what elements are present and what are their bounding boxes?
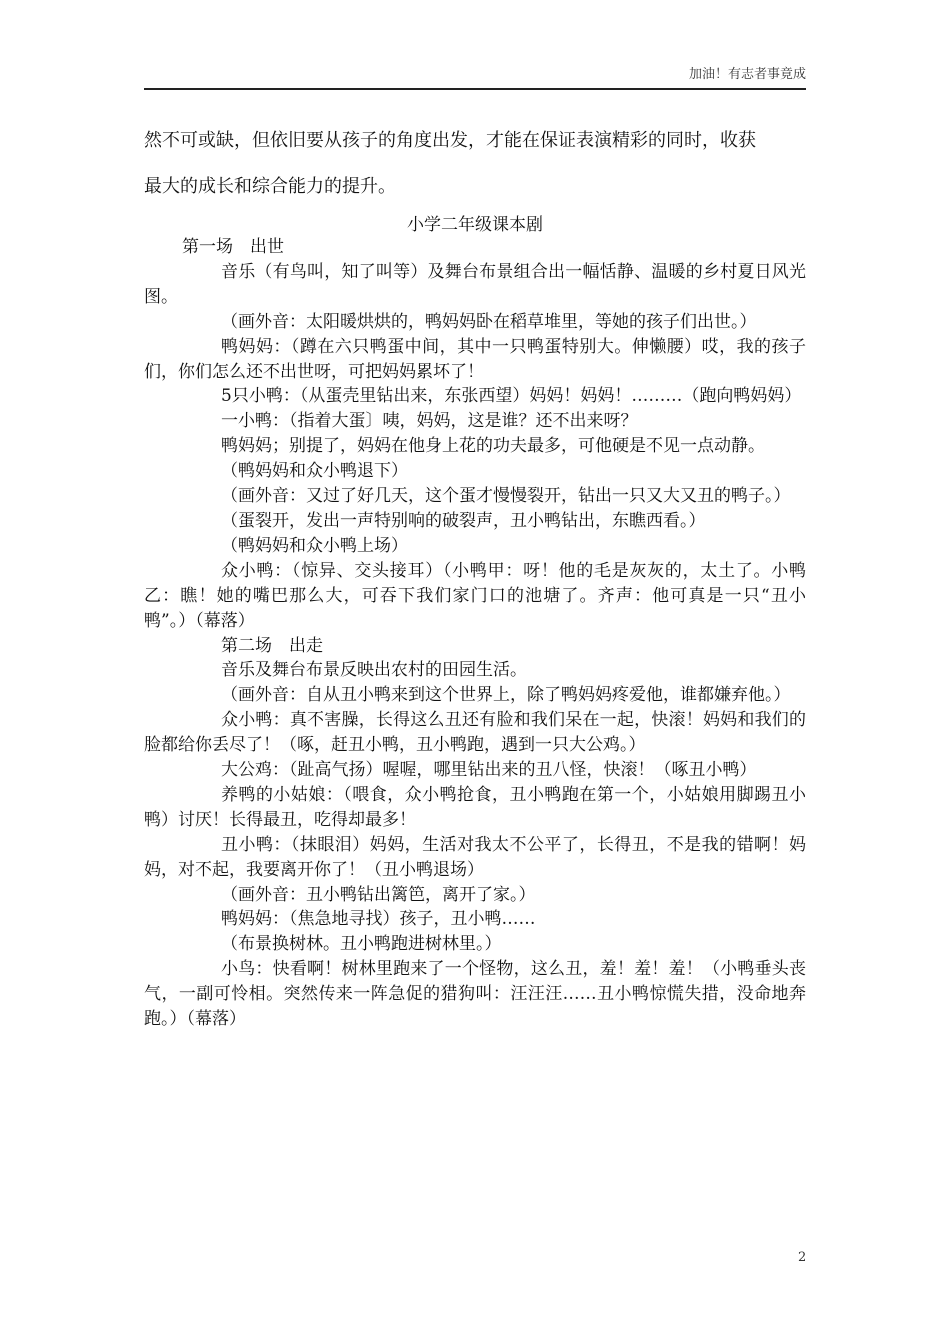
script-body bbox=[144, 235, 806, 1032]
page-header bbox=[144, 66, 806, 90]
play-title: 小学二年级课本剧 bbox=[407, 215, 543, 235]
scene-heading: 第二场 出走 bbox=[221, 635, 323, 656]
page-number: 2 bbox=[798, 1250, 807, 1265]
script-paragraph: （画外音：又过了好几天，这个蛋才慢慢裂开，钻出一只又大又丑的鸭子。） bbox=[221, 486, 791, 507]
script-paragraph: 众小鸭：真不害臊，长得这么丑还有脸和我们呆在一起，快滚！妈妈和我们的脸都给你丢尽了！（啄，赶丑小鸭，丑小鸭跑，遇到一只大公鸡。） bbox=[144, 710, 806, 756]
script-paragraph: （画外音：太阳暖烘烘的，鸭妈妈卧在稻草堆里，等她的孩子们出世。） bbox=[221, 311, 757, 332]
script-paragraph: （画外音：丑小鸭钻出篱笆，离开了家。） bbox=[221, 884, 536, 905]
intro-line: 最大的成长和综合能力的提升。 bbox=[144, 176, 396, 197]
script-paragraph: （画外音：自从丑小鸭来到这个世界上，除了鸭妈妈疼爱他，谁都嫌弃他。） bbox=[221, 685, 791, 706]
script-paragraph: 5只小鸭：（从蛋壳里钻出来，东张西望）妈妈！妈妈！………（跑向鸭妈妈） bbox=[221, 386, 802, 407]
script-paragraph: 鸭妈妈：（蹲在六只鸭蛋中间，其中一只鸭蛋特别大。伸懒腰）哎，我的孩子们，你们怎么还不出世呀，可把妈妈累坏了！ bbox=[144, 336, 806, 382]
script-paragraph: 众小鸭：（惊异、交头接耳）（小鸭甲：呀！他的毛是灰灰的，太土了。小鸭乙：瞧！她的嘴巴那么大，可吞下我们家门口的池塘了。齐声：他可真是一只“丑小鸭”。）（幕落） bbox=[144, 560, 806, 631]
script-paragraph: （鸭妈妈和众小鸭上场） bbox=[221, 535, 408, 556]
script-paragraph: 养鸭的小姑娘：（喂食，众小鸭抢食，丑小鸭跑在第一个，小姑娘用脚踢丑小鸭）讨厌！长得最丑，吃得却最多！ bbox=[144, 784, 806, 830]
script-paragraph: （蛋裂开，发出一声特别响的破裂声，丑小鸭钻出，东瞧西看。） bbox=[221, 510, 706, 531]
script-paragraph: 音乐（有鸟叫，知了叫等）及舞台布景组合出一幅恬静、温暖的乡村夏日风光图。 bbox=[144, 261, 806, 307]
script-paragraph: 小鸟：快看啊！树林里跑来了一个怪物，这么丑，羞！羞！羞！（小鸭垂头丧气，一副可怜相。突然传来一阵急促的猎狗叫：汪汪汪……丑小鸭惊慌失措，没命地奔跑。）（幕落） bbox=[144, 959, 806, 1030]
script-paragraph: （布景换树林。丑小鸭跑进树林里。） bbox=[221, 934, 502, 955]
script-paragraph: 一小鸭：（指着大蛋〕咦，妈妈，这是谁？还不出来呀？ bbox=[221, 411, 638, 432]
script-paragraph: 丑小鸭：（抹眼泪）妈妈，生活对我太不公平了，长得丑，不是我的错啊！妈妈，对不起，我要离开你了！（丑小鸭退场） bbox=[144, 834, 806, 880]
header-motto: 加油！有志者事竟成 bbox=[688, 67, 806, 82]
script-paragraph: 大公鸡：（趾高气扬）喔喔，哪里钻出来的丑八怪，快滚！（啄丑小鸭） bbox=[221, 760, 757, 781]
script-paragraph: 音乐及舞台布景反映出农村的田园生活。 bbox=[221, 660, 527, 681]
script-paragraph: 鸭妈妈；别提了，妈妈在他身上花的功夫最多，可他硬是不见一点动静。 bbox=[221, 436, 765, 457]
script-paragraph: 鸭妈妈：（焦急地寻找）孩子，丑小鸭…… bbox=[221, 909, 536, 930]
script-paragraph: （鸭妈妈和众小鸭退下） bbox=[221, 461, 408, 482]
scene-heading: 第一场 出世 bbox=[182, 237, 284, 257]
intro-text bbox=[144, 118, 806, 210]
intro-line: 然不可或缺，但依旧要从孩子的角度出发，才能在保证表演精彩的同时，收获 bbox=[144, 130, 756, 151]
